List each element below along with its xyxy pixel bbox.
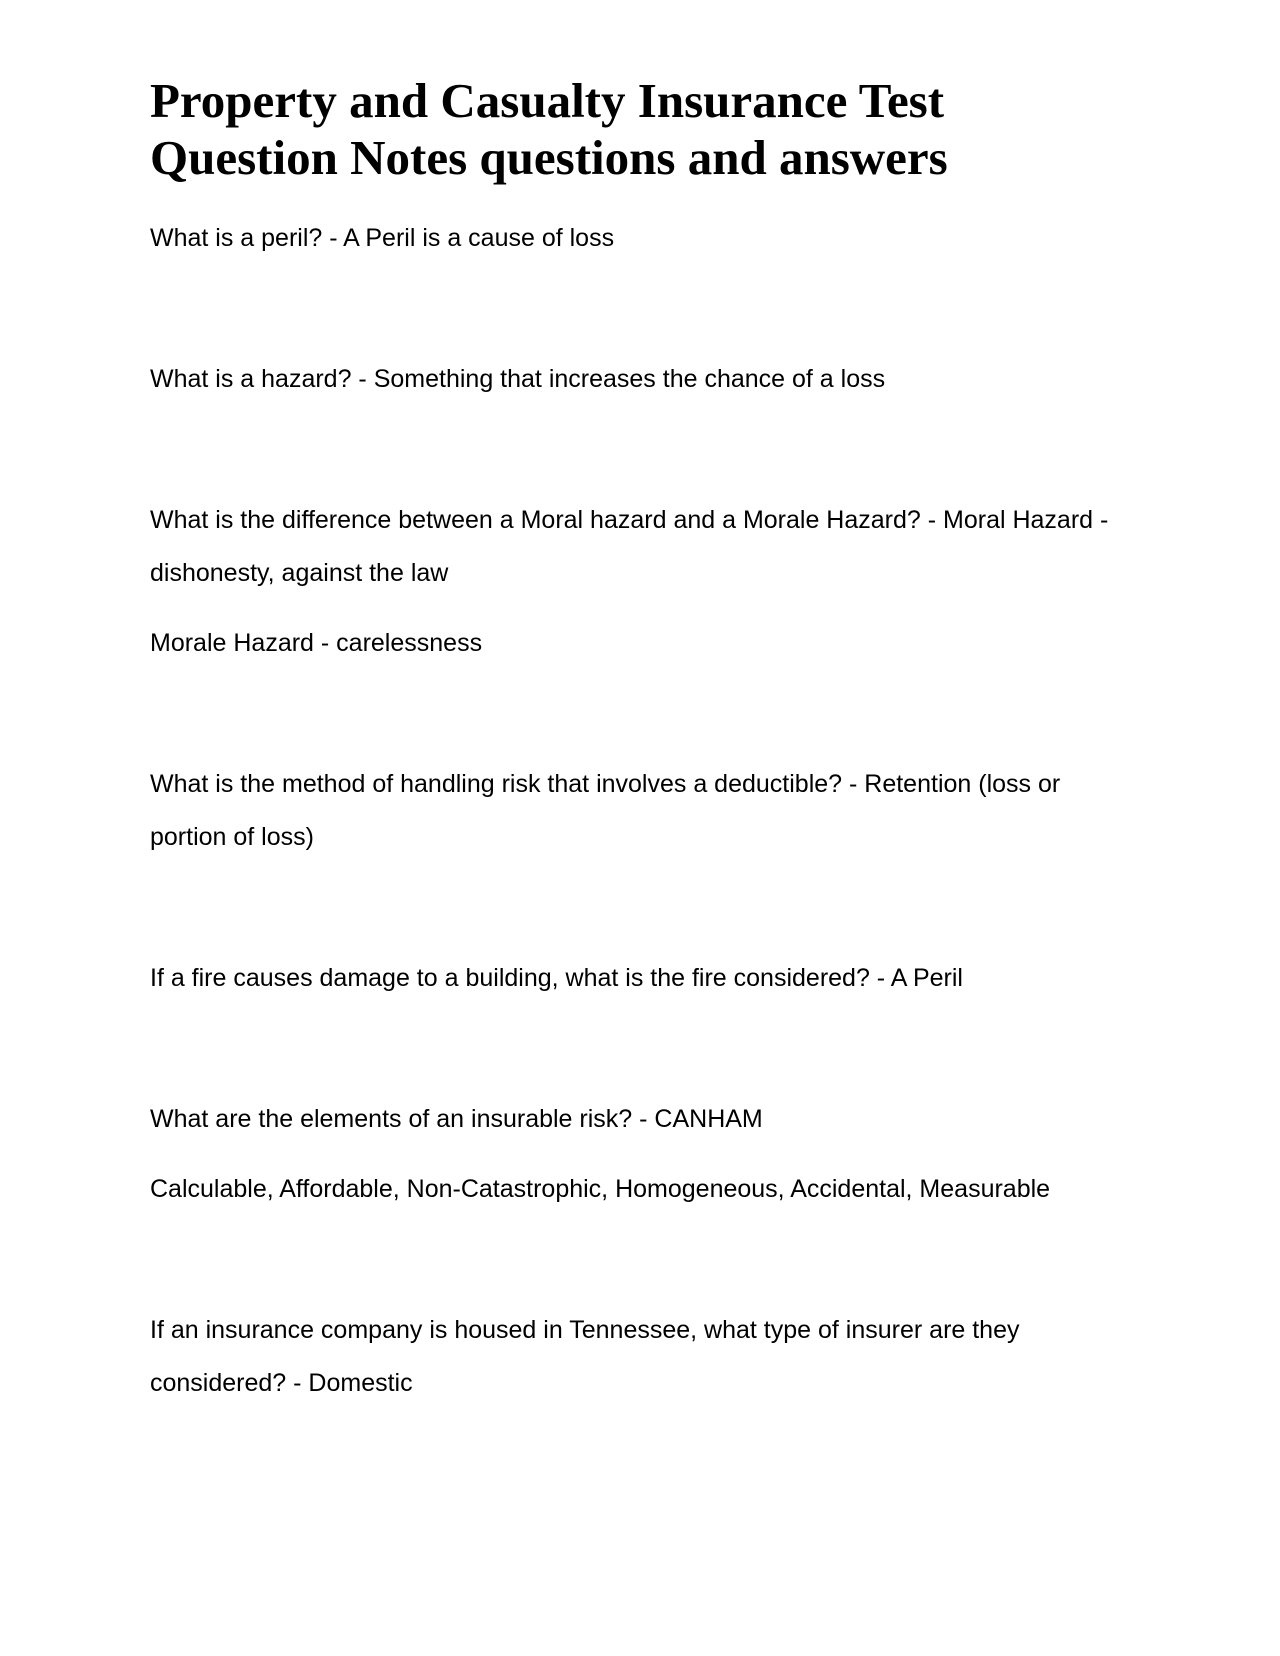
qa-domestic-insurer: If an insurance company is housed in Tennessee, what type of insurer are they considered? - Domestic [150, 1316, 1020, 1397]
qa-fire-considered: If a fire causes damage to a building, what is the fire considered? - A Peril [150, 964, 963, 992]
qa-morale-hazard: Morale Hazard - carelessness [150, 629, 483, 657]
qa-moral-vs-morale: What is the difference between a Moral hazard and a Morale Hazard? - Moral Hazard - dishonesty, against the law [150, 506, 1109, 587]
document-body [150, 72, 1140, 1410]
document-title: Property and Casualty Insurance Test Question Notes questions and answers [150, 73, 948, 185]
qa-canham-expansion: Calculable, Affordable, Non-Catastrophic, Homogeneous, Accidental, Measurable [150, 1175, 1051, 1203]
qa-hazard: What is a hazard? - Something that increases the chance of a loss [150, 365, 886, 393]
qa-insurable-risk-elements: What are the elements of an insurable risk? - CANHAM [150, 1105, 763, 1133]
qa-peril: What is a peril? - A Peril is a cause of loss [150, 224, 615, 252]
qa-deductible-method: What is the method of handling risk that involves a deductible? - Retention (loss or portion of loss) [150, 770, 1061, 851]
